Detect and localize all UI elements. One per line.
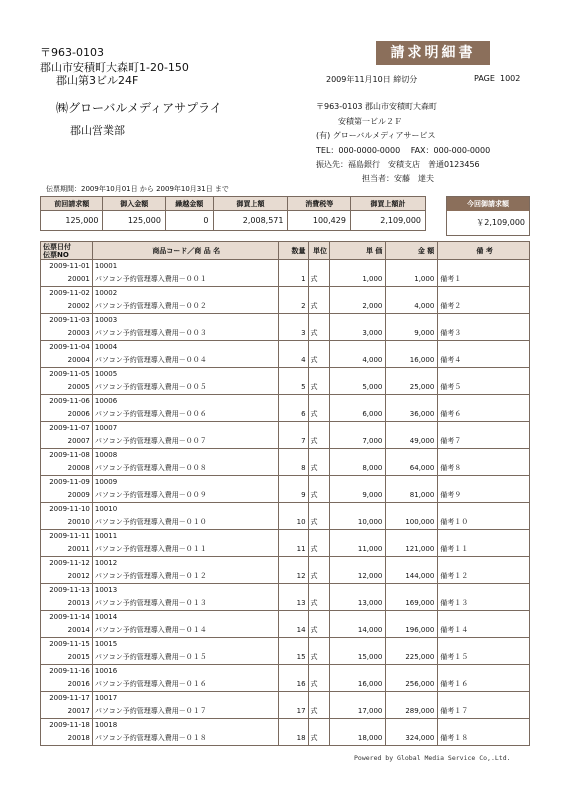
row-note: 備考５ bbox=[438, 368, 530, 395]
row-qty: 9 bbox=[278, 476, 308, 503]
row-qty: 3 bbox=[278, 314, 308, 341]
current-invoice-box bbox=[446, 196, 530, 236]
summary-header: 繰越金額 bbox=[165, 197, 213, 211]
table-row bbox=[41, 503, 530, 530]
row-price: 15,000 bbox=[330, 638, 386, 665]
row-amount: 16,000 bbox=[386, 341, 438, 368]
row-note: 備考１６ bbox=[438, 665, 530, 692]
row-amount: 324,000 bbox=[386, 719, 438, 746]
table-row bbox=[41, 638, 530, 665]
row-code: 10004 bbox=[94, 343, 118, 351]
table-row bbox=[41, 665, 530, 692]
row-price: 2,000 bbox=[330, 287, 386, 314]
recipient-postal: 〒963-0103 bbox=[40, 46, 104, 59]
row-item-cell bbox=[92, 422, 278, 449]
row-date-cell bbox=[41, 584, 93, 611]
row-date-cell bbox=[41, 476, 93, 503]
row-note: 備考６ bbox=[438, 395, 530, 422]
row-code: 10013 bbox=[94, 586, 118, 594]
header-qty: 数量 bbox=[278, 242, 308, 260]
row-date-cell bbox=[41, 530, 93, 557]
row-note: 備考１７ bbox=[438, 692, 530, 719]
row-unit: 式 bbox=[308, 611, 330, 638]
row-code: 10003 bbox=[94, 316, 118, 324]
row-price: 8,000 bbox=[330, 449, 386, 476]
row-code: 10012 bbox=[94, 559, 118, 567]
row-date: 2009-11-07 bbox=[49, 424, 90, 432]
row-name: パソコン予約管理導入費用－００６ bbox=[94, 410, 207, 418]
header-note: 備 考 bbox=[438, 242, 530, 260]
recipient-department: 郡山営業部 bbox=[70, 124, 125, 137]
summary-header: 消費税等 bbox=[288, 197, 350, 211]
table-row bbox=[41, 287, 530, 314]
row-date-cell bbox=[41, 638, 93, 665]
recipient-address-line1: 郡山市安積町大森町1-20-150 bbox=[40, 61, 189, 74]
row-note: 備考３ bbox=[438, 314, 530, 341]
row-date: 2009-11-01 bbox=[49, 262, 90, 270]
row-amount: 196,000 bbox=[386, 611, 438, 638]
row-note: 備考１２ bbox=[438, 557, 530, 584]
row-price: 1,000 bbox=[330, 260, 386, 287]
row-note: 備考８ bbox=[438, 449, 530, 476]
row-qty: 4 bbox=[278, 341, 308, 368]
row-slip-no: 20017 bbox=[67, 707, 90, 715]
row-date: 2009-11-18 bbox=[49, 721, 90, 729]
table-row bbox=[41, 314, 530, 341]
detail-header-row bbox=[41, 242, 530, 260]
row-qty: 5 bbox=[278, 368, 308, 395]
row-date-cell bbox=[41, 665, 93, 692]
row-qty: 8 bbox=[278, 449, 308, 476]
row-slip-no: 20001 bbox=[67, 275, 90, 283]
page-label: PAGE bbox=[474, 74, 495, 83]
row-unit: 式 bbox=[308, 422, 330, 449]
row-code: 10016 bbox=[94, 667, 118, 675]
row-date: 2009-11-13 bbox=[49, 586, 90, 594]
row-name: パソコン予約管理導入費用－０１８ bbox=[94, 734, 207, 742]
row-unit: 式 bbox=[308, 557, 330, 584]
row-item-cell bbox=[92, 638, 278, 665]
row-slip-no: 20015 bbox=[67, 653, 90, 661]
current-invoice-value: ￥2,109,000 bbox=[476, 218, 525, 227]
row-price: 4,000 bbox=[330, 341, 386, 368]
sender-company: (有) グローバルメディアサービス bbox=[316, 131, 436, 140]
row-note: 備考１４ bbox=[438, 611, 530, 638]
row-slip-no: 20006 bbox=[67, 410, 90, 418]
summary-value: 125,000 bbox=[41, 211, 103, 231]
row-note: 備考１ bbox=[438, 260, 530, 287]
row-qty: 10 bbox=[278, 503, 308, 530]
row-qty: 7 bbox=[278, 422, 308, 449]
row-date-cell bbox=[41, 611, 93, 638]
row-amount: 289,000 bbox=[386, 692, 438, 719]
row-item-cell bbox=[92, 665, 278, 692]
sender-address: 〒963-0103 郡山市安積町大森町 bbox=[316, 102, 438, 111]
row-item-cell bbox=[92, 530, 278, 557]
row-date-cell bbox=[41, 449, 93, 476]
row-name: パソコン予約管理導入費用－００５ bbox=[94, 383, 207, 391]
row-name: パソコン予約管理導入費用－０１６ bbox=[94, 680, 207, 688]
row-amount: 36,000 bbox=[386, 395, 438, 422]
row-note: 備考１１ bbox=[438, 530, 530, 557]
row-slip-no: 20012 bbox=[67, 572, 90, 580]
row-slip-no: 20010 bbox=[67, 518, 90, 526]
row-unit: 式 bbox=[308, 584, 330, 611]
row-price: 10,000 bbox=[330, 503, 386, 530]
table-row bbox=[41, 692, 530, 719]
row-unit: 式 bbox=[308, 692, 330, 719]
detail-table bbox=[40, 241, 530, 746]
table-row bbox=[41, 422, 530, 449]
row-code: 10006 bbox=[94, 397, 118, 405]
summary-value: 0 bbox=[165, 211, 213, 231]
row-code: 10009 bbox=[94, 478, 118, 486]
row-price: 18,000 bbox=[330, 719, 386, 746]
row-amount: 1,000 bbox=[386, 260, 438, 287]
row-price: 6,000 bbox=[330, 395, 386, 422]
recipient-address-line2: 郡山第3ビル24F bbox=[56, 74, 139, 87]
row-date-cell bbox=[41, 422, 93, 449]
current-invoice-label: 今回御請求額 bbox=[447, 197, 529, 211]
row-item-cell bbox=[92, 476, 278, 503]
row-slip-no: 20009 bbox=[67, 491, 90, 499]
row-code: 10018 bbox=[94, 721, 118, 729]
document-title: 請求明細書 bbox=[376, 41, 490, 65]
row-qty: 18 bbox=[278, 719, 308, 746]
detail-body bbox=[41, 260, 530, 746]
row-name: パソコン予約管理導入費用－００４ bbox=[94, 356, 207, 364]
row-unit: 式 bbox=[308, 665, 330, 692]
row-date: 2009-11-10 bbox=[49, 505, 90, 513]
row-code: 10007 bbox=[94, 424, 118, 432]
row-date-cell bbox=[41, 260, 93, 287]
row-date-cell bbox=[41, 719, 93, 746]
row-slip-no: 20011 bbox=[67, 545, 90, 553]
row-name: パソコン予約管理導入費用－００２ bbox=[94, 302, 207, 310]
row-price: 14,000 bbox=[330, 611, 386, 638]
row-name: パソコン予約管理導入費用－０１４ bbox=[94, 626, 207, 634]
row-qty: 11 bbox=[278, 530, 308, 557]
row-date: 2009-11-02 bbox=[49, 289, 90, 297]
row-price: 11,000 bbox=[330, 530, 386, 557]
sender-bank: 振込先：福島銀行 安積支店 普通0123456 bbox=[316, 160, 480, 169]
row-unit: 式 bbox=[308, 314, 330, 341]
summary-value: 2,008,571 bbox=[213, 211, 288, 231]
summary-header: 御買上額計 bbox=[350, 197, 425, 211]
sender-contact: TEL：000-0000-0000 FAX：000-000-0000 bbox=[316, 146, 491, 155]
row-amount: 100,000 bbox=[386, 503, 438, 530]
row-amount: 144,000 bbox=[386, 557, 438, 584]
row-name: パソコン予約管理導入費用－０１３ bbox=[94, 599, 207, 607]
row-qty: 12 bbox=[278, 557, 308, 584]
row-amount: 49,000 bbox=[386, 422, 438, 449]
row-date-cell bbox=[41, 341, 93, 368]
row-item-cell bbox=[92, 611, 278, 638]
row-name: パソコン予約管理導入費用－００８ bbox=[94, 464, 207, 472]
row-price: 12,000 bbox=[330, 557, 386, 584]
header-item: 商品コード／商 品 名 bbox=[92, 242, 278, 260]
recipient-company: ㈱グローバルメディアサプライ bbox=[56, 101, 222, 115]
row-date-cell bbox=[41, 314, 93, 341]
row-price: 5,000 bbox=[330, 368, 386, 395]
summary-header: 前回請求額 bbox=[41, 197, 103, 211]
row-unit: 式 bbox=[308, 719, 330, 746]
row-slip-no: 20008 bbox=[67, 464, 90, 472]
row-name: パソコン予約管理導入費用－０１０ bbox=[94, 518, 207, 526]
row-note: 備考９ bbox=[438, 476, 530, 503]
closing-date: 2009年11月10日 締切分 bbox=[326, 75, 418, 84]
page-number: 1002 bbox=[500, 74, 521, 83]
summary-value-row bbox=[41, 211, 426, 231]
row-item-cell bbox=[92, 287, 278, 314]
table-row bbox=[41, 368, 530, 395]
row-date-cell bbox=[41, 368, 93, 395]
header-date bbox=[41, 242, 93, 260]
row-item-cell bbox=[92, 692, 278, 719]
sender-person: 担当者：安藤 達夫 bbox=[362, 174, 434, 183]
row-slip-no: 20014 bbox=[67, 626, 90, 634]
row-note: 備考１０ bbox=[438, 503, 530, 530]
row-date-cell bbox=[41, 557, 93, 584]
row-code: 10001 bbox=[94, 262, 118, 270]
row-amount: 121,000 bbox=[386, 530, 438, 557]
row-item-cell bbox=[92, 260, 278, 287]
row-date-cell bbox=[41, 692, 93, 719]
row-note: 備考２ bbox=[438, 287, 530, 314]
table-row bbox=[41, 557, 530, 584]
row-date: 2009-11-17 bbox=[49, 694, 90, 702]
row-date: 2009-11-15 bbox=[49, 640, 90, 648]
row-amount: 225,000 bbox=[386, 638, 438, 665]
row-code: 10011 bbox=[94, 532, 118, 540]
row-amount: 256,000 bbox=[386, 665, 438, 692]
summary-table bbox=[40, 196, 426, 231]
row-date: 2009-11-05 bbox=[49, 370, 90, 378]
row-price: 3,000 bbox=[330, 314, 386, 341]
summary-value: 2,109,000 bbox=[350, 211, 425, 231]
row-slip-no: 20016 bbox=[67, 680, 90, 688]
page-indicator bbox=[474, 74, 520, 83]
row-code: 10017 bbox=[94, 694, 118, 702]
row-item-cell bbox=[92, 503, 278, 530]
row-slip-no: 20004 bbox=[67, 356, 90, 364]
row-unit: 式 bbox=[308, 260, 330, 287]
header-price: 単 価 bbox=[330, 242, 386, 260]
table-row bbox=[41, 719, 530, 746]
row-note: 備考１５ bbox=[438, 638, 530, 665]
row-amount: 81,000 bbox=[386, 476, 438, 503]
row-code: 10010 bbox=[94, 505, 118, 513]
row-amount: 25,000 bbox=[386, 368, 438, 395]
row-date: 2009-11-12 bbox=[49, 559, 90, 567]
summary-value: 125,000 bbox=[103, 211, 165, 231]
summary-value: 100,429 bbox=[288, 211, 350, 231]
row-unit: 式 bbox=[308, 638, 330, 665]
table-row bbox=[41, 611, 530, 638]
header-date-bottom: 伝票NO bbox=[43, 250, 69, 259]
row-unit: 式 bbox=[308, 287, 330, 314]
row-qty: 13 bbox=[278, 584, 308, 611]
row-amount: 9,000 bbox=[386, 314, 438, 341]
row-code: 10008 bbox=[94, 451, 118, 459]
row-unit: 式 bbox=[308, 341, 330, 368]
row-note: 備考４ bbox=[438, 341, 530, 368]
table-row bbox=[41, 476, 530, 503]
row-date: 2009-11-16 bbox=[49, 667, 90, 675]
row-item-cell bbox=[92, 314, 278, 341]
row-date-cell bbox=[41, 395, 93, 422]
row-name: パソコン予約管理導入費用－０１２ bbox=[94, 572, 207, 580]
row-slip-no: 20013 bbox=[67, 599, 90, 607]
row-item-cell bbox=[92, 449, 278, 476]
row-unit: 式 bbox=[308, 449, 330, 476]
row-price: 17,000 bbox=[330, 692, 386, 719]
row-price: 13,000 bbox=[330, 584, 386, 611]
row-note: 備考１３ bbox=[438, 584, 530, 611]
row-date-cell bbox=[41, 503, 93, 530]
row-unit: 式 bbox=[308, 368, 330, 395]
footer-powered-by: Powered by Global Media Service Co,.Ltd. bbox=[354, 754, 511, 762]
row-price: 9,000 bbox=[330, 476, 386, 503]
table-row bbox=[41, 449, 530, 476]
row-name: パソコン予約管理導入費用－０１５ bbox=[94, 653, 207, 661]
row-qty: 2 bbox=[278, 287, 308, 314]
row-date: 2009-11-04 bbox=[49, 343, 90, 351]
row-unit: 式 bbox=[308, 530, 330, 557]
row-qty: 6 bbox=[278, 395, 308, 422]
row-price: 7,000 bbox=[330, 422, 386, 449]
row-unit: 式 bbox=[308, 395, 330, 422]
row-code: 10005 bbox=[94, 370, 118, 378]
row-qty: 1 bbox=[278, 260, 308, 287]
header-date-top: 伝票日付 bbox=[43, 242, 71, 251]
table-row bbox=[41, 341, 530, 368]
sender-building: 安積第一ビル２Ｆ bbox=[338, 117, 402, 126]
row-item-cell bbox=[92, 341, 278, 368]
row-name: パソコン予約管理導入費用－０１７ bbox=[94, 707, 207, 715]
table-row bbox=[41, 260, 530, 287]
row-code: 10015 bbox=[94, 640, 118, 648]
table-row bbox=[41, 395, 530, 422]
row-date: 2009-11-06 bbox=[49, 397, 90, 405]
row-date: 2009-11-08 bbox=[49, 451, 90, 459]
row-qty: 15 bbox=[278, 638, 308, 665]
row-item-cell bbox=[92, 395, 278, 422]
row-note: 備考７ bbox=[438, 422, 530, 449]
row-qty: 17 bbox=[278, 692, 308, 719]
row-qty: 14 bbox=[278, 611, 308, 638]
row-name: パソコン予約管理導入費用－００１ bbox=[94, 275, 207, 283]
row-name: パソコン予約管理導入費用－００７ bbox=[94, 437, 207, 445]
row-amount: 4,000 bbox=[386, 287, 438, 314]
row-date: 2009-11-11 bbox=[49, 532, 90, 540]
summary-header-row bbox=[41, 197, 426, 211]
row-date: 2009-11-03 bbox=[49, 316, 90, 324]
row-name: パソコン予約管理導入費用－０１１ bbox=[94, 545, 207, 553]
row-code: 10014 bbox=[94, 613, 118, 621]
row-date: 2009-11-14 bbox=[49, 613, 90, 621]
row-amount: 64,000 bbox=[386, 449, 438, 476]
row-name: パソコン予約管理導入費用－００９ bbox=[94, 491, 207, 499]
billing-period: 伝票期間：2009年10月01日 から 2009年10月31日 まで bbox=[46, 185, 229, 193]
row-unit: 式 bbox=[308, 503, 330, 530]
row-item-cell bbox=[92, 368, 278, 395]
row-price: 16,000 bbox=[330, 665, 386, 692]
row-name: パソコン予約管理導入費用－００３ bbox=[94, 329, 207, 337]
row-code: 10002 bbox=[94, 289, 118, 297]
table-row bbox=[41, 530, 530, 557]
row-slip-no: 20003 bbox=[67, 329, 90, 337]
row-date-cell bbox=[41, 287, 93, 314]
row-item-cell bbox=[92, 584, 278, 611]
row-item-cell bbox=[92, 557, 278, 584]
summary-header: 御入金額 bbox=[103, 197, 165, 211]
row-amount: 169,000 bbox=[386, 584, 438, 611]
row-item-cell bbox=[92, 719, 278, 746]
row-slip-no: 20007 bbox=[67, 437, 90, 445]
table-row bbox=[41, 584, 530, 611]
row-slip-no: 20018 bbox=[67, 734, 90, 742]
row-note: 備考１８ bbox=[438, 719, 530, 746]
row-date: 2009-11-09 bbox=[49, 478, 90, 486]
header-amount: 金 額 bbox=[386, 242, 438, 260]
row-qty: 16 bbox=[278, 665, 308, 692]
summary-header: 御買上額 bbox=[213, 197, 288, 211]
row-slip-no: 20005 bbox=[67, 383, 90, 391]
row-unit: 式 bbox=[308, 476, 330, 503]
row-slip-no: 20002 bbox=[67, 302, 90, 310]
header-unit: 単位 bbox=[308, 242, 330, 260]
